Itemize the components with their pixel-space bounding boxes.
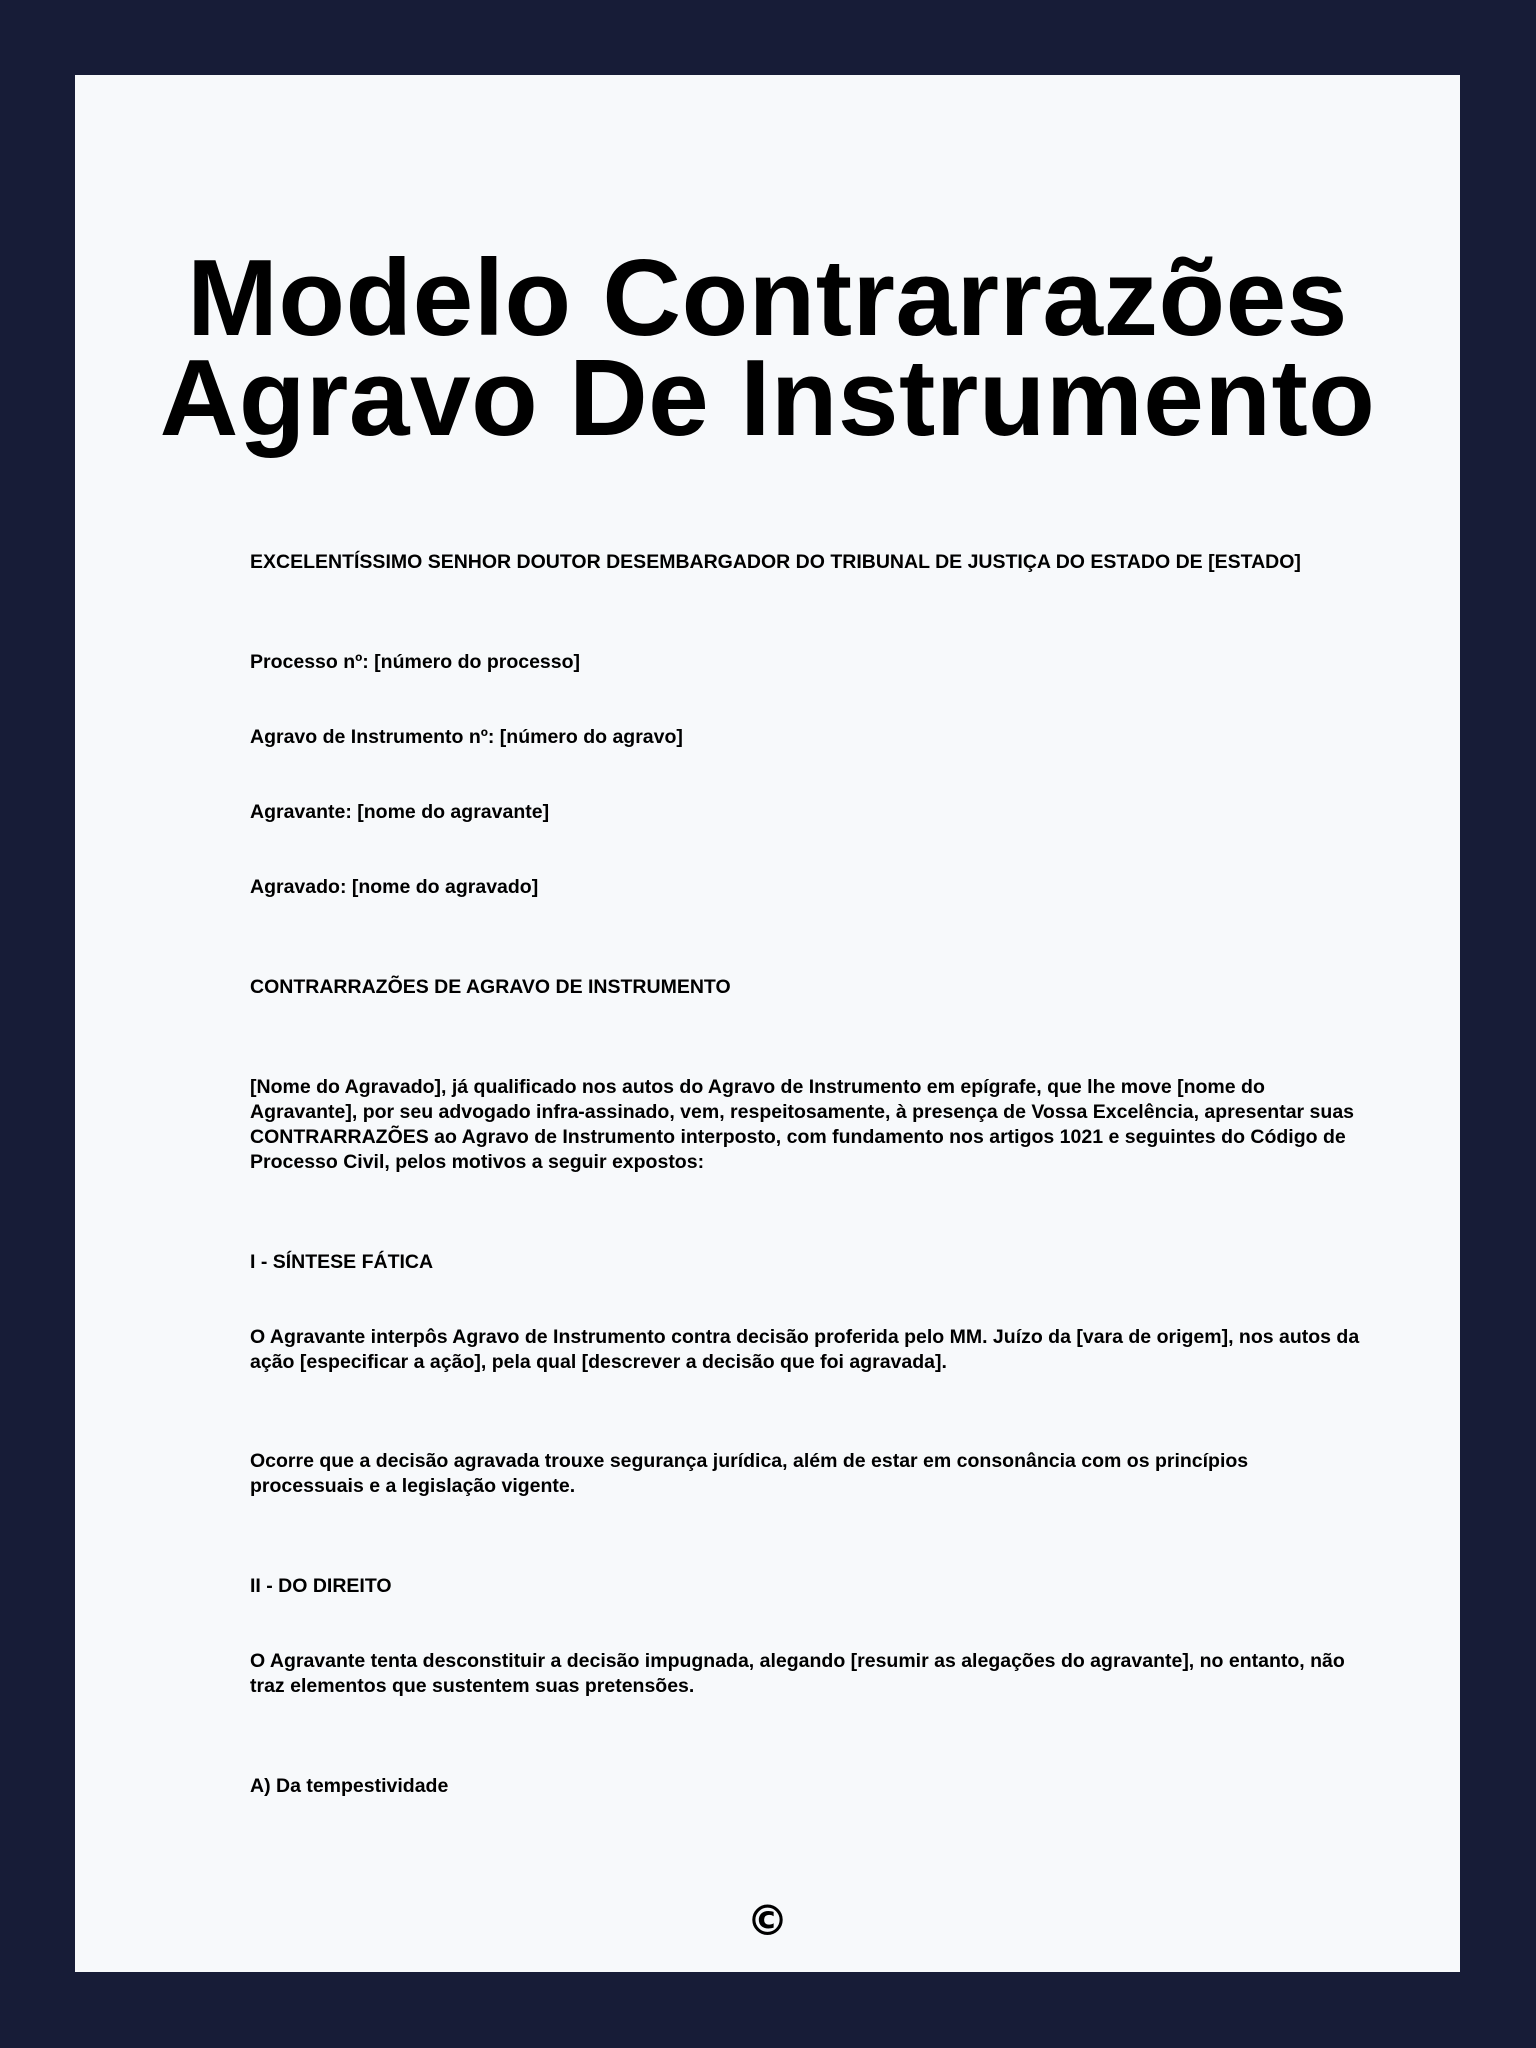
facts-paragraph-2: Ocorre que a decisão agravada trouxe segurança jurídica, além de estar em consonância com os princípios processuais e a legislação vigente.	[250, 1450, 1249, 1497]
document-title	[75, 237, 1460, 459]
appellee-name: Agravado: [nome do agravado]	[250, 876, 539, 898]
intro-paragraph: [Nome do Agravado], já qualificado nos autos do Agravo de Instrumento em epígrafe, que lhe move [nome do Agravante], por seu advogado infra-assinado, vem, respeitosamente, à presença de Vossa Excelência, apresentar suas CONTRARRAZÕES ao Agravo de Instrumento interposto, com fundamento nos artigos 1021 e seguintes do Código de Processo Civil, pelos motivos a seguir expostos:	[250, 1076, 1355, 1173]
document-page	[75, 75, 1460, 1972]
law-paragraph-1: O Agravante tenta desconstituir a decisão impugnada, alegando [resumir as alegações do agravante], no entanto, não traz elementos que sustentem suas pretensões.	[250, 1650, 1345, 1697]
process-number: Processo nº: [número do processo]	[250, 651, 581, 673]
copyright-icon: ©	[746, 1896, 789, 1945]
subsection-timeliness: A) Da tempestividade	[250, 1775, 449, 1797]
appeal-number: Agravo de Instrumento nº: [número do agravo]	[250, 726, 683, 748]
title-line-1: Modelo Contrarrazões	[187, 237, 1348, 359]
addressee-heading: EXCELENTÍSSIMO SENHOR DOUTOR DESEMBARGADOR DO TRIBUNAL DE JUSTIÇA DO ESTADO DE [ESTADO]	[250, 551, 1301, 573]
appellant-name: Agravante: [nome do agravante]	[250, 801, 550, 823]
section-heading-law: II - DO DIREITO	[250, 1575, 392, 1597]
document-heading: CONTRARRAZÕES DE AGRAVO DE INSTRUMENTO	[250, 976, 731, 998]
title-line-2: Agravo De Instrumento	[159, 337, 1376, 459]
facts-paragraph-1: O Agravante interpôs Agravo de Instrumento contra decisão proferida pelo MM. Juízo da [vara de origem], nos autos da ação [especificar a ação], pela qual [descrever a decisão que foi agravada].	[250, 1326, 1360, 1373]
section-heading-facts: I - SÍNTESE FÁTICA	[250, 1251, 434, 1273]
